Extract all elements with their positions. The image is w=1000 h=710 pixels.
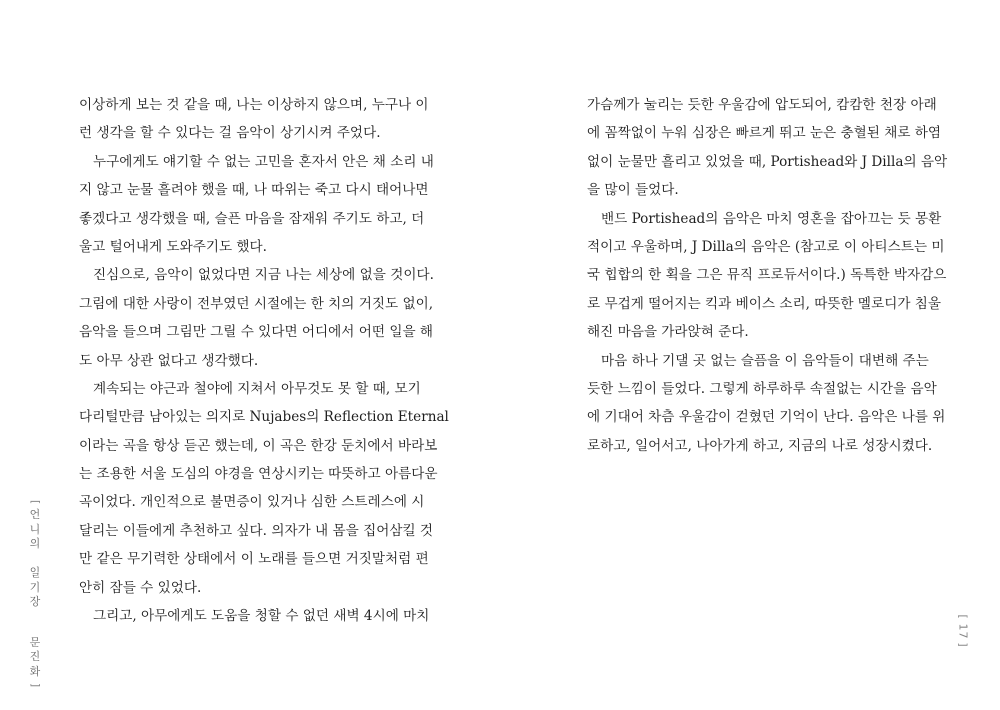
text-line: 만 같은 무기력한 상태에서 이 노래를 들으면 거짓말처럼 편 [79, 551, 429, 568]
text-line: 울고 털어내게 도와주기도 했다. [79, 238, 267, 255]
left-text-column [79, 91, 449, 630]
text-line: 음악을 들으며 그림만 그릴 수 있다면 어디에서 어떤 일을 해 [79, 324, 434, 341]
page-number-open-bracket: [ [956, 614, 970, 619]
text-line: 국 힙합의 한 획을 그은 뮤직 프로듀서이다.) 독특한 박자감으 [587, 267, 947, 284]
label-char: 니 [29, 522, 41, 536]
text-line: 을 많이 들었다. [587, 182, 679, 199]
text-line: 지 않고 눈물 흘려야 했을 때, 나 따위는 죽고 다시 태어나면 [79, 182, 429, 199]
text-line: 밴드 Portishead의 음악은 마치 영혼을 잡아끄는 듯 몽환 [601, 210, 942, 227]
text-line: 그리고, 아무에게도 도움을 청할 수 없던 새벽 4시에 마치 [93, 608, 430, 625]
text-line: 로 무겁게 떨어지는 킥과 베이스 소리, 따뜻한 멜로디가 침울 [587, 295, 942, 312]
label-gap [27, 610, 43, 636]
text-line: 다리털만큼 남아있는 의지로 Nujabes의 Reflection Eternal [79, 409, 449, 426]
text-line: 해진 마음을 가라앉혀 준다. [587, 324, 749, 341]
right-page [500, 0, 1000, 710]
label-char: 언 [29, 508, 41, 521]
label-char [27, 552, 43, 567]
text-line: 진심으로, 음악이 없었다면 지금 나는 세상에 없을 것이다. [93, 267, 434, 284]
label-char: 기 [29, 580, 41, 594]
text-line: 듯한 느낌이 들었다. 그렇게 하루하루 속절없는 시간을 음악 [587, 380, 937, 397]
label-char: 장 [29, 595, 41, 608]
label-char: 진 [29, 650, 41, 663]
text-line: 안히 잠들 수 있었다. [79, 579, 202, 596]
text-line: 이상하게 보는 것 같을 때, 나는 이상하지 않으며, 누구나 이 [79, 97, 429, 113]
book-title-author-label [27, 496, 43, 691]
label-open-bracket: [ [29, 499, 42, 505]
text-line: 마음 하나 기댈 곳 없는 슬픔을 이 음악들이 대변해 주는 [601, 352, 929, 369]
text-line: 로하고, 일어서고, 나아가게 하고, 지금의 나로 성장시켰다. [587, 437, 933, 454]
text-line: 도 아무 상관 없다고 생각했다. [79, 352, 259, 369]
text-line: 누구에게도 얘기할 수 없는 고민을 혼자서 안은 채 소리 내 [93, 153, 434, 170]
page-number-close-bracket: ] [956, 642, 970, 647]
text-line: 적이고 우울하며, J Dilla의 음악은 (참고로 이 아티스트는 미 [587, 238, 945, 255]
text-line: 좋겠다고 생각했을 때, 슬픈 마음을 잠재워 주기도 하고, 더 [79, 210, 425, 227]
label-char: 의 [29, 537, 41, 550]
page-number-digits: 17 [956, 623, 970, 640]
right-text-column [587, 91, 948, 460]
text-line: 에 꼼짝없이 누워 심장은 빠르게 뛰고 눈은 충혈된 채로 하염 [587, 125, 942, 142]
text-line: 이라는 곡을 항상 듣곤 했는데, 이 곡은 한강 둔치에서 바라보 [79, 437, 438, 454]
label-char: 일 [29, 566, 41, 579]
text-line: 는 조용한 서울 도심의 야경을 연상시키는 따뜻하고 아름다운 [79, 466, 438, 483]
text-line: 계속되는 야근과 철야에 지쳐서 아무것도 못 할 때, 모기 [93, 380, 421, 397]
text-line: 가슴께가 눌리는 듯한 우울감에 압도되어, 캄캄한 천장 아래 [587, 97, 937, 113]
text-line: 없이 눈물만 흘리고 있었을 때, Portishead와 J Dilla의 음악 [587, 153, 948, 170]
label-close-bracket: ] [29, 682, 42, 688]
page-number [956, 611, 970, 650]
text-line: 에 기대어 차츰 우울감이 걷혔던 기억이 난다. 음악은 나를 위 [587, 409, 946, 426]
label-char: 화 [29, 664, 41, 678]
text-line: 런 생각을 할 수 있다는 걸 음악이 상기시켜 주었다. [79, 125, 381, 142]
text-line: 곡이었다. 개인적으로 불면증이 있거나 심한 스트레스에 시 [79, 494, 425, 511]
text-line: 달리는 이들에게 추천하고 싶다. 의자가 내 몸을 집어삼킬 것 [79, 522, 434, 539]
text-line: 그림에 대한 사랑이 전부였던 시절에는 한 치의 거짓도 없이, [79, 295, 434, 312]
label-char: 문 [29, 635, 41, 649]
